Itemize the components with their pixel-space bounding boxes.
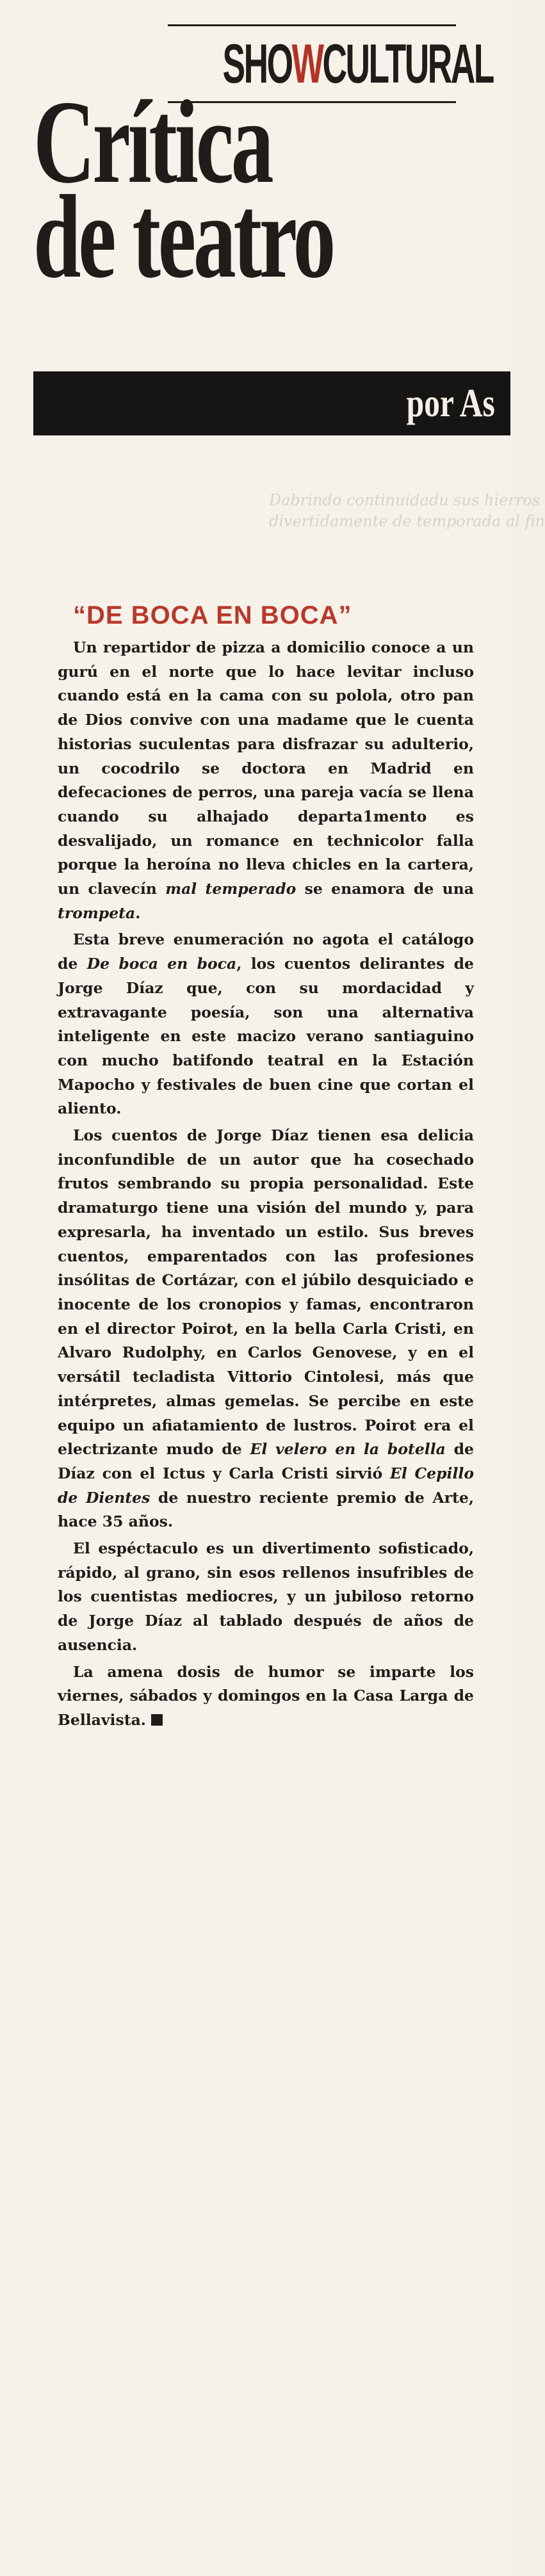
p1-text-mid: se enamora de una <box>304 880 474 898</box>
p3-emphasis-1: El velero en la botella <box>250 1440 446 1459</box>
article-paragraph-1 <box>58 636 474 925</box>
p1-text: Un repartidor de pizza a domicilio conoce a un gurú en el norte que lo hace levitar incluso cuando está en la cama con su polola, otro pan de Dios convive con una madame que le cuenta historias suculentas para disfrazar su adulterio, un cocodrilo se doctora en Madrid en defecaciones de perros, una pareja vacía se llena cuando su alhajado departa1mento es desvalijado, un romance en technicolor falla porque la heroína no lleva chicles en la cartera, un clavecín <box>58 638 474 898</box>
p2-text-start: Esta breve enumeración no agota el catálogo de <box>58 930 474 973</box>
bleed-through-line-1: Dabrindo continuidadu sus hierros <box>269 491 541 509</box>
p5-text: La amena dosis de humor se imparte los viernes, sábados y domingos en la Casa Larga de Bellavista. <box>58 1662 474 1729</box>
p3-text-end: de nuestro reciente premio de Arte, hace 35 años. <box>58 1488 474 1531</box>
p1-emphasis-2: trompeta <box>58 903 136 922</box>
bleed-through-text <box>269 490 545 532</box>
article-title: “DE BOCA EN BOCA” <box>73 601 352 629</box>
end-mark-square <box>151 1714 163 1726</box>
p1-text-end: . <box>135 903 141 922</box>
p3-text-start: Los cuentos de Jorge Díaz tienen esa delicia inconfundible de un autor que ha cosechado frutos sembrando su propia personalidad. Este dramaturgo tiene una visión del mundo y, para expresarla, ha inventado un estilo. Sus breves cuentos, emparentados con las profesiones insólitas de Cortázar, con el júbilo desquiciado e inocente de los cronopios y famas, encontraron en el director Poirot, en la bella Carla Cristi, en Alvaro Rudolphy, en Carlos Genovese, y en el versátil tecladista Vittorio Cintolesi, más que intérpretes, almas gemelas. Se percibe en este equipo un afiatamiento de lustros. Poirot era el electrizante mudo de <box>58 1126 474 1459</box>
section-label-end: CULTURAL <box>322 33 493 95</box>
p2-text-rest: , los cuentos delirantes de Jorge Díaz que, con su mordacidad y extravagante poesía, son una alternativa inteligente en este macizo verano santiaguino con mucho batifondo teatral en la Estación Mapocho y festivales de buen cine que cortan el aliento. <box>58 955 474 1118</box>
p2-emphasis: De boca en boca <box>86 955 237 973</box>
byline-bar <box>33 371 510 435</box>
bleed-through-line-2: divertidamente de temporada al fin <box>269 512 545 530</box>
article-paragraph-4: El espéctaculo es un divertimento sofisticado, rápido, al grano, sin esos rellenos insufribles de los cuentistas mediocres, y un jubiloso retorno de Jorge Díaz al tablado después de años de ausencia. <box>58 1539 474 1654</box>
article-paragraph-2 <box>58 928 474 1121</box>
section-top-rule <box>168 24 456 26</box>
article-paragraph-5 <box>58 1660 474 1733</box>
p1-emphasis-1: mal temperado <box>165 880 297 898</box>
section-label-accent: W <box>291 33 323 95</box>
article-paragraph-3 <box>58 1124 474 1534</box>
page-title-line-1: Crítica <box>33 76 272 208</box>
p3-emphasis-2: El Cepillo de Dientes <box>58 1464 474 1507</box>
byline: por As <box>406 382 495 425</box>
article <box>58 599 474 1735</box>
section-label-start: SHO <box>222 33 292 95</box>
page-title-line-2: de teatro <box>33 171 334 303</box>
p3-text-mid: de Díaz con el Ictus y Carla Cristi sirvió <box>58 1440 475 1482</box>
page-title <box>33 76 365 303</box>
